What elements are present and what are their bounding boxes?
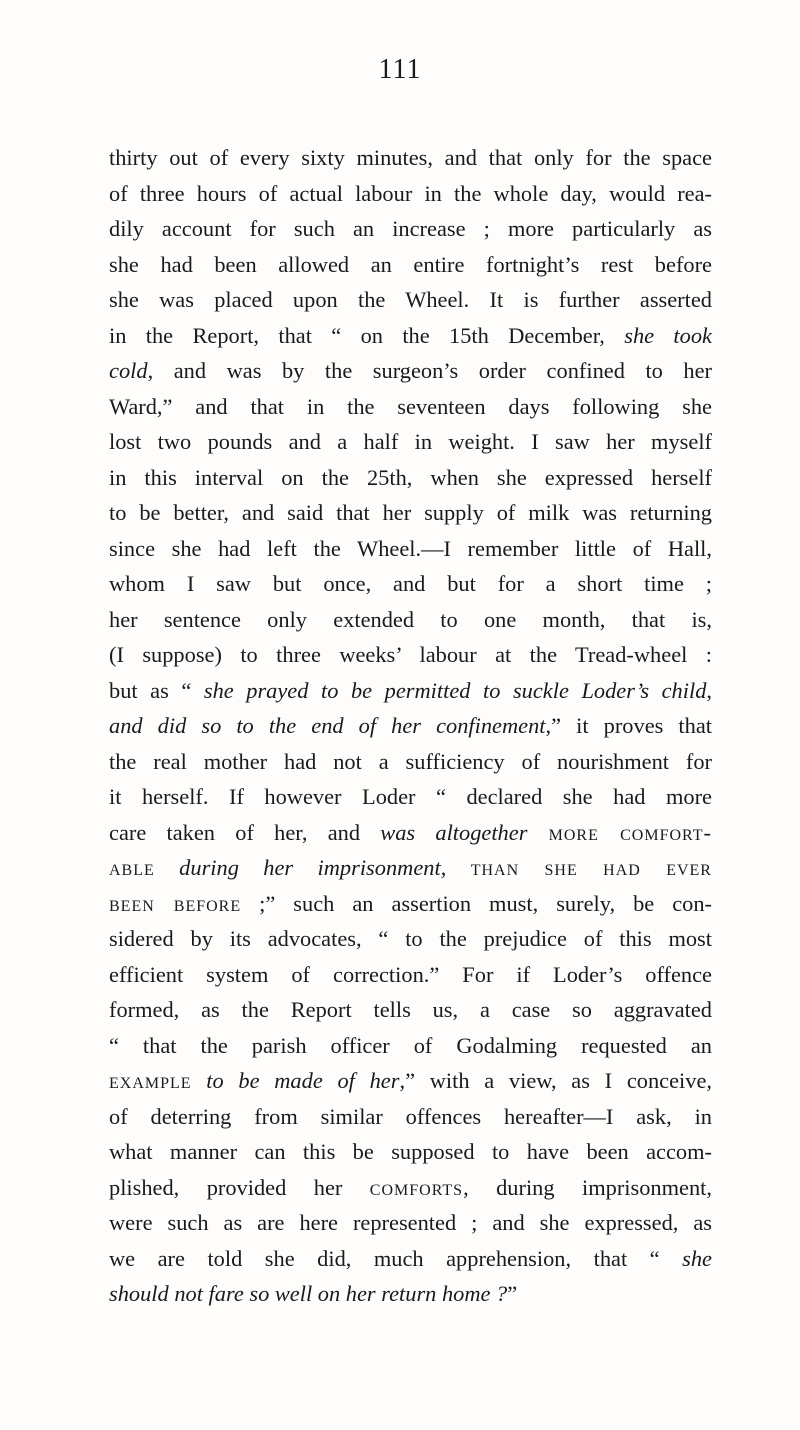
text-line bbox=[109, 1099, 712, 1135]
italic-text: was altogether bbox=[380, 819, 528, 845]
text-segment: she was placed upon the Wheel. It is further asserted bbox=[109, 287, 712, 312]
text-line bbox=[109, 1276, 712, 1312]
small-caps-text: able bbox=[109, 855, 155, 880]
text-line bbox=[109, 602, 712, 638]
text-segment: Ward,” and that in the seventeen days following she bbox=[109, 393, 712, 419]
text-segment: (I suppose) to three weeks’ labour at the Tread-wheel : bbox=[109, 642, 712, 667]
text-segment: whom I saw but once, and but for a short time ; bbox=[109, 571, 712, 596]
text-line bbox=[109, 1170, 712, 1206]
italic-text: during her imprisonment bbox=[154, 855, 441, 880]
text-segment: “ that the parish officer of Godalming requested an bbox=[109, 1032, 712, 1058]
text-segment: ” bbox=[507, 1281, 518, 1306]
text-segment: it herself. If however Loder “ declared she had more bbox=[109, 784, 712, 809]
text-segment: she had been allowed an entire fortnight’s rest before bbox=[109, 251, 712, 277]
text-line bbox=[109, 637, 712, 673]
text-line bbox=[109, 850, 712, 886]
text-segment: ,” with a view, as I conceive, bbox=[399, 1068, 712, 1093]
text-line bbox=[109, 460, 712, 496]
text-segment: of three hours of actual labour in the whole day, would rea- bbox=[109, 180, 712, 206]
text-line bbox=[109, 744, 712, 780]
text-line bbox=[109, 779, 712, 815]
text-line bbox=[109, 1134, 712, 1170]
text-segment: were such as are here represented ; and she expressed, as bbox=[109, 1210, 712, 1235]
text-segment: since she had left the Wheel.—I remember little of Hall, bbox=[109, 535, 712, 561]
text-segment: in the Report, that “ on the 15th December, bbox=[109, 322, 625, 348]
text-segment: thirty out of every sixty minutes, and that only for the space bbox=[109, 145, 712, 170]
italic-text: she bbox=[682, 1245, 712, 1271]
text-line bbox=[109, 992, 712, 1028]
body-text bbox=[109, 140, 712, 1312]
text-line bbox=[109, 708, 712, 744]
text-segment: sidered by its advocates, “ to the prejudice of this most bbox=[109, 926, 712, 951]
text-segment: , and was by the surgeon’s order confined to her bbox=[147, 358, 712, 383]
italic-text: cold bbox=[109, 358, 148, 383]
text-line bbox=[109, 1063, 712, 1099]
italic-text: and did so to the end of her confinement bbox=[109, 713, 546, 738]
text-line bbox=[109, 282, 712, 318]
text-segment: what manner can this be supposed to have been accom- bbox=[109, 1139, 712, 1164]
text-line bbox=[109, 318, 712, 354]
italic-text: she took bbox=[624, 322, 712, 348]
text-line bbox=[109, 921, 712, 957]
text-line bbox=[109, 1028, 712, 1064]
small-caps-text: been before bbox=[109, 890, 242, 916]
text-line bbox=[109, 389, 712, 425]
text-line bbox=[109, 140, 712, 176]
small-caps-text: example bbox=[109, 1068, 192, 1093]
text-line bbox=[109, 1241, 712, 1277]
text-segment: , bbox=[706, 677, 712, 703]
page-number: 111 bbox=[378, 54, 422, 85]
text-line bbox=[109, 673, 712, 709]
text-segment: her sentence only extended to one month, that is, bbox=[109, 606, 712, 632]
text-segment: but as “ bbox=[109, 677, 204, 703]
small-caps-text: comforts bbox=[369, 1174, 464, 1200]
text-segment: efficient system of correction.” For if Loder’s offence bbox=[109, 961, 712, 987]
italic-text: she prayed to be permitted to suckle Loder’s child bbox=[203, 677, 707, 703]
text-line bbox=[109, 531, 712, 567]
text-segment: to be better, and said that her supply of milk was returning bbox=[109, 500, 712, 525]
text-segment: plished, provided her bbox=[109, 1174, 370, 1200]
text-line bbox=[109, 886, 712, 922]
text-line bbox=[109, 424, 712, 460]
text-line bbox=[109, 353, 712, 389]
text-line bbox=[109, 815, 712, 851]
text-segment: ;” such an assertion must, surely, be con- bbox=[241, 890, 712, 916]
small-caps-text: than she had ever bbox=[470, 855, 712, 880]
text-segment: lost two pounds and a half in weight. I saw her myself bbox=[109, 429, 712, 454]
text-segment: , during imprisonment, bbox=[463, 1174, 712, 1200]
italic-text: should not fare so well on her return home ? bbox=[109, 1281, 508, 1306]
text-segment: dily account for such an increase ; more particularly as bbox=[109, 216, 712, 241]
text-segment: we are told she did, much apprehension, that “ bbox=[109, 1245, 683, 1271]
text-line bbox=[109, 957, 712, 993]
text-line bbox=[109, 176, 712, 212]
text-segment: of deterring from similar offences hereafter—I ask, in bbox=[109, 1103, 712, 1129]
text-segment: in this interval on the 25th, when she expressed herself bbox=[109, 464, 712, 490]
text-line bbox=[109, 247, 712, 283]
text-segment: care taken of her, and bbox=[109, 819, 381, 845]
text-line bbox=[109, 1205, 712, 1241]
text-segment: , bbox=[440, 855, 471, 880]
text-line bbox=[109, 211, 712, 247]
text-line bbox=[109, 495, 712, 531]
text-segment: the real mother had not a sufficiency of nourishment for bbox=[109, 748, 712, 774]
small-caps-text: more comfort- bbox=[527, 819, 712, 845]
text-line bbox=[109, 566, 712, 602]
italic-text: to be made of her bbox=[191, 1068, 400, 1093]
text-segment: formed, as the Report tells us, a case so aggravated bbox=[109, 997, 712, 1022]
text-segment: ,” it proves that bbox=[545, 713, 712, 738]
